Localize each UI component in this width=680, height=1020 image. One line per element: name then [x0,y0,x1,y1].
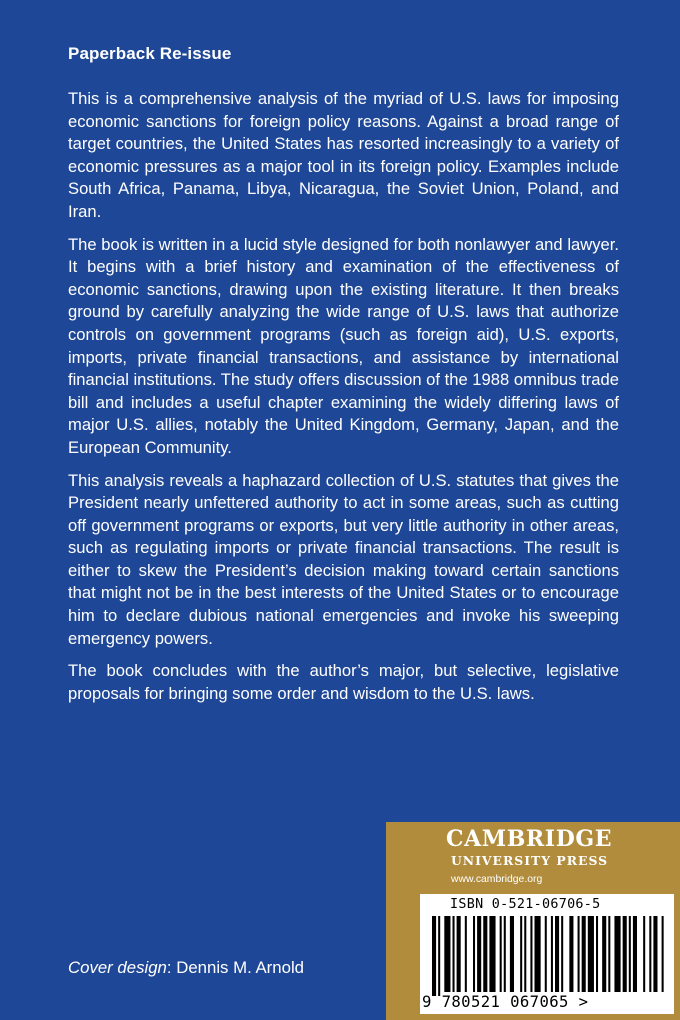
barcode [420,894,674,1014]
reissue-heading: Paperback Re-issue [68,44,232,63]
credit-label: Cover design [68,958,167,977]
blurb-paragraph-1: This is a comprehensive analysis of the myriad of U.S. laws for imposing economic sanctions for foreign policy reasons. Against a broad range of target countries, the United States has resorted increasingly to a variety of economic pressures as a major tool in its foreign policy. Examples include South Africa, Panama, Libya, Nicaragua, the Soviet Union, Poland, and Iran. [68,89,619,221]
blurb-text [68,88,619,715]
isbn-number: ISBN 0-521-06706-5 [450,897,601,912]
publisher-name: CAMBRIDGE [446,826,613,852]
blurb-paragraph-2: The book is written in a lucid style designed for both nonlawyer and lawyer. It begins with a brief history and examination of the effectiveness of economic sanctions, drawing upon the existing literature. It then breaks ground by carefully analyzing the wide range of U.S. laws that authorize controls on government programs (such as foreign aid), U.S. exports, imports, private financial transactions, and assistance by international financial institutions. The study offers discussion of the 1988 omnibus trade bill and includes a useful chapter examining the widely differing laws of major U.S. allies, notably the United Kingdom, Germany, Japan, and the European Community. [68,234,619,457]
publisher-panel [386,822,680,1020]
publisher-subtitle: UNIVERSITY PRESS [451,853,609,868]
credit-name: : Dennis M. Arnold [166,958,304,977]
ean-digits: 9 780521 067065 > [422,993,589,1011]
publisher-url[interactable]: www.cambridge.org [451,874,543,885]
blurb-paragraph-3: This analysis reveals a haphazard collection of U.S. statutes that gives the President nearly unfettered authority to act in some areas, such as cutting off government programs or exports, but very little authority in other areas, such as regulating imports or private financial transactions. The result is either to skew the President’s decision making toward certain sanctions that might not be in the best interests of the United States or to encourage him to declare dubious national emergencies and invoke his sweeping emergency powers. [68,470,619,648]
cover-credit [68,958,304,978]
blurb-paragraph-4: The book concludes with the author’s major, but selective, legislative proposals for bringing some order and wisdom to the U.S. laws. [68,661,619,703]
